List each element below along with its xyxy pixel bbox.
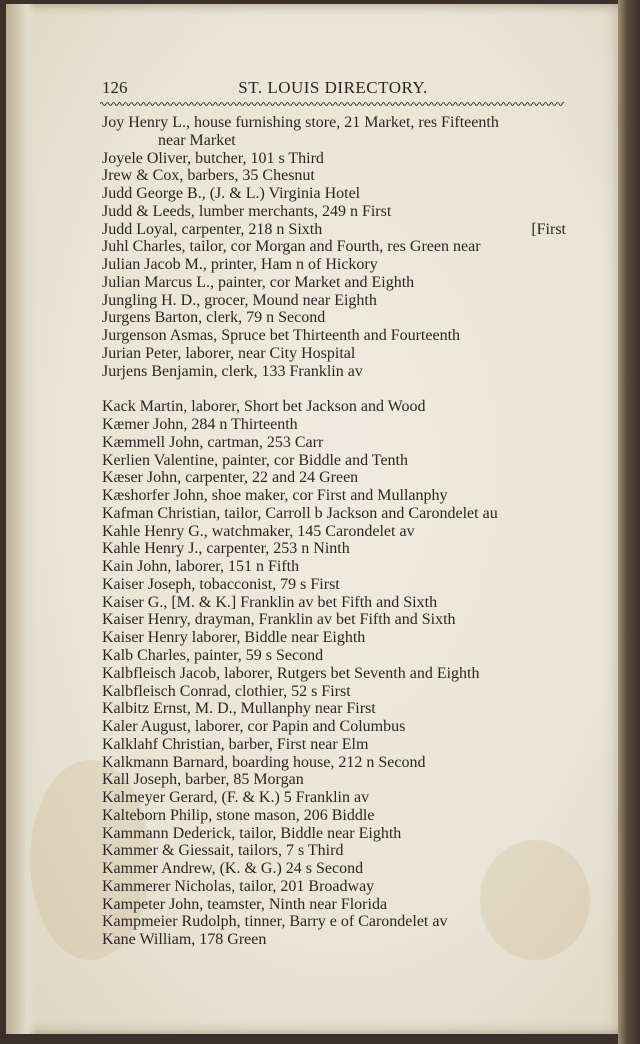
entry-text: Jrew & Cox, barbers, 35 Chesnut: [102, 167, 315, 185]
entry-text: Kafman Christian, tailor, Carroll b Jackson and Carondelet au: [102, 504, 498, 522]
directory-entry: [102, 665, 566, 683]
directory-entry: [102, 647, 566, 665]
entry-text: Kahle Henry G., watchmaker, 145 Carondelet av: [102, 522, 415, 540]
directory-entry: [102, 896, 566, 914]
entry-text: Kalbitz Ernst, M. D., Mullanphy near First: [102, 700, 376, 718]
entry-text: Kampmeier Rudolph, tinner, Barry e of Carondelet av: [102, 913, 448, 931]
directory-entry: [102, 221, 566, 239]
directory-entry: [102, 771, 566, 789]
entry-text: Kack Martin, laborer, Short bet Jackson and Wood: [102, 398, 426, 416]
directory-entry: [102, 931, 566, 949]
directory-entry: [102, 487, 566, 505]
entry-text: Jurjens Benjamin, clerk, 133 Franklin av: [102, 362, 363, 380]
directory-entry: [102, 256, 566, 274]
directory-entry: [102, 238, 566, 256]
entry-text: Kalb Charles, painter, 59 s Second: [102, 646, 324, 664]
entry-text: Kaiser Joseph, tobacconist, 79 s First: [102, 575, 340, 593]
directory-entry: [102, 878, 566, 896]
directory-entry: [102, 594, 566, 612]
page-title: ST. LOUIS DIRECTORY.: [238, 78, 428, 97]
entry-text: Judd & Leeds, lumber merchants, 249 n First: [102, 202, 392, 220]
directory-entry: [102, 150, 566, 168]
directory-entry: [102, 309, 566, 327]
entry-text: Kalbfleisch Jacob, laborer, Rutgers bet Seventh and Eighth: [102, 664, 480, 682]
directory-entry: [102, 434, 566, 452]
directory-entry: [102, 185, 566, 203]
directory-entry: [102, 913, 566, 931]
directory-entry: [102, 718, 566, 736]
entry-text: Juhl Charles, tailor, cor Morgan and Fourth, res Green near: [102, 238, 481, 256]
continuation-bracket: [First: [531, 220, 566, 238]
entry-text: Jurgenson Asmas, Spruce bet Thirteenth and Fourteenth: [102, 327, 461, 345]
directory-entry: [102, 345, 566, 363]
directory-entry: [102, 825, 566, 843]
entry-text: Jurgens Barton, clerk, 79 n Second: [102, 309, 326, 327]
entry-text: near Market: [158, 131, 236, 149]
entry-text: Kalmeyer Gerard, (F. & K.) 5 Franklin av: [102, 789, 370, 807]
entry-text: Kaiser Henry laborer, Biddle near Eighth: [102, 629, 366, 647]
directory-entry: [102, 363, 566, 381]
entry-text: Kalkmann Barnard, boarding house, 212 n Second: [102, 753, 426, 771]
wavy-rule: [100, 100, 564, 108]
section-gap: [102, 380, 566, 398]
directory-entry: [102, 558, 566, 576]
entry-text: Julian Jacob M., printer, Ham n of Hickory: [102, 256, 378, 274]
entry-text: Kæmmell John, cartman, 253 Carr: [102, 433, 324, 451]
directory-entry: [102, 167, 566, 185]
directory-listing: [102, 114, 566, 949]
entry-text: Kæmer John, 284 n Thirteenth: [102, 416, 298, 434]
entry-text: Joy Henry L., house furnishing store, 21 Market, res Fifteenth: [102, 114, 499, 131]
entry-text: Kain John, laborer, 151 n Fifth: [102, 558, 300, 576]
directory-entry: [102, 452, 566, 470]
entry-text: Kahle Henry J., carpenter, 253 n Ninth: [102, 540, 350, 558]
directory-entry: [102, 611, 566, 629]
directory-entry: [102, 807, 566, 825]
book-binding: [618, 0, 640, 1044]
entry-text: Kæser John, carpenter, 22 and 24 Green: [102, 469, 359, 487]
entry-text: Judd Loyal, carpenter, 218 n Sixth: [102, 220, 323, 238]
directory-entry: [102, 292, 566, 310]
entry-text: Kaiser Henry, drayman, Franklin av bet Fifth and Sixth: [102, 611, 456, 629]
directory-entry: [102, 540, 566, 558]
directory-entry: [102, 629, 566, 647]
entry-text: Kaler August, laborer, cor Papin and Columbus: [102, 718, 406, 736]
directory-entry: [102, 842, 566, 860]
entry-text: Jungling H. D., grocer, Mound near Eighth: [102, 291, 377, 309]
page-number: 126: [102, 78, 128, 97]
entry-text: Kalteborn Philip, stone mason, 206 Biddle: [102, 806, 375, 824]
entry-text: Kammer & Giessait, tailors, 7 s Third: [102, 842, 344, 860]
directory-entry: [102, 789, 566, 807]
directory-entry: [102, 523, 566, 541]
entry-text: Kaiser G., [M. & K.] Franklin av bet Fifth and Sixth: [102, 593, 438, 611]
directory-entry: [102, 754, 566, 772]
entry-text: Julian Marcus L., painter, cor Market and Eighth: [102, 273, 415, 291]
entry-text: Judd George B., (J. & L.) Virginia Hotel: [102, 185, 361, 203]
entry-text: Kammann Dederick, tailor, Biddle near Eighth: [102, 824, 402, 842]
page-header: [102, 78, 564, 100]
entry-text: Kammerer Nicholas, tailor, 201 Broadway: [102, 877, 375, 895]
directory-entry: [102, 203, 566, 221]
entry-text: Kalklahf Christian, barber, First near Elm: [102, 735, 369, 753]
entry-text: Joyele Oliver, butcher, 101 s Third: [102, 149, 324, 167]
entry-text: Kæshorfer John, shoe maker, cor First and Mullanphy: [102, 487, 448, 505]
directory-entry: [102, 398, 566, 416]
entry-text: Kampeter John, teamster, Ninth near Florida: [102, 895, 388, 913]
directory-entry: [102, 416, 566, 434]
entry-text: Jurian Peter, laborer, near City Hospital: [102, 344, 356, 362]
directory-entry: [102, 700, 566, 718]
entry-text: Kane William, 178 Green: [102, 931, 267, 949]
entry-text: Kerlien Valentine, painter, cor Biddle and Tenth: [102, 451, 408, 469]
directory-entry: [102, 576, 566, 594]
directory-entry: [102, 860, 566, 878]
entry-text: Kammer Andrew, (K. & G.) 24 s Second: [102, 860, 364, 878]
directory-entry: [102, 132, 566, 150]
directory-entry: [102, 736, 566, 754]
directory-entry: [102, 274, 566, 292]
directory-entry: [102, 505, 566, 523]
directory-entry: [102, 114, 566, 132]
entry-text: Kall Joseph, barber, 85 Morgan: [102, 771, 304, 789]
entry-text: Kalbfleisch Conrad, clothier, 52 s First: [102, 682, 351, 700]
directory-entry: [102, 683, 566, 701]
directory-entry: [102, 327, 566, 345]
directory-entry: [102, 469, 566, 487]
